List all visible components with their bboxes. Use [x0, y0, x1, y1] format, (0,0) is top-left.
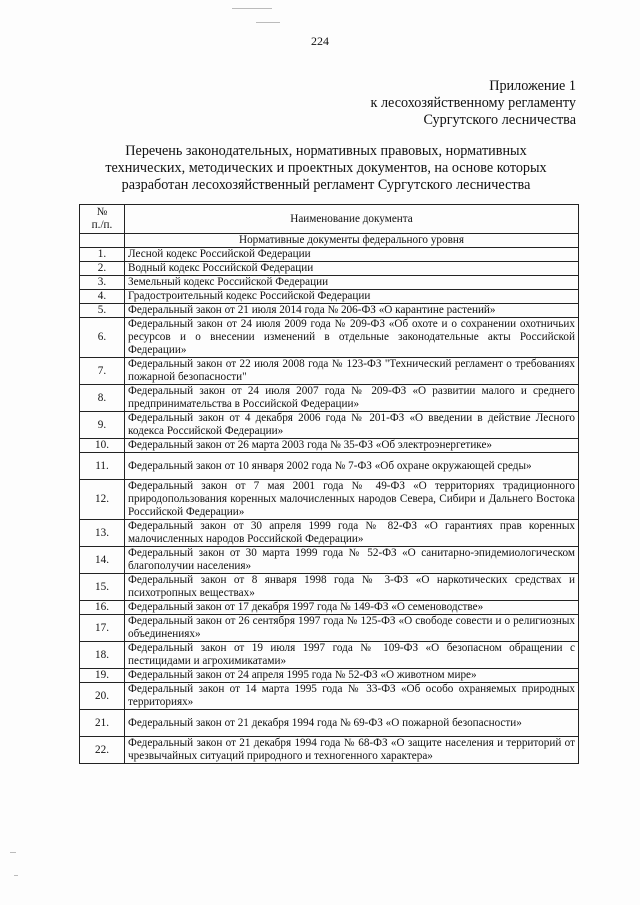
- appendix-line: к лесохозяйственному регламенту: [370, 95, 576, 111]
- title-line: технических, методических и проектных документов, на основе которых: [105, 160, 547, 176]
- scan-artifact: [10, 852, 16, 853]
- section-number-cell: [80, 234, 125, 248]
- table-row: [80, 262, 579, 276]
- table-row: [80, 248, 579, 262]
- row-number: 2.: [80, 262, 125, 276]
- row-document: Федеральный закон от 24 апреля 1995 года № 52-ФЗ «О животном мире»: [125, 669, 579, 683]
- row-document: Федеральный закон от 10 января 2002 года № 7-ФЗ «Об охране окружающей среды»: [125, 453, 579, 480]
- row-number: 6.: [80, 318, 125, 358]
- table-row: [80, 642, 579, 669]
- row-number: 14.: [80, 547, 125, 574]
- row-document: Федеральный закон от 30 апреля 1999 года № 82-ФЗ «О гарантиях прав коренных малочисленных народов Российской Федерации»: [125, 520, 579, 547]
- row-number: 19.: [80, 669, 125, 683]
- table-row: [80, 615, 579, 642]
- table-row: [80, 737, 579, 764]
- row-document: Федеральный закон от 21 декабря 1994 года № 68-ФЗ «О защите населения и территорий от чрезвычайных ситуаций природного и техногенного характера»: [125, 737, 579, 764]
- row-number: 4.: [80, 290, 125, 304]
- table-row: [80, 683, 579, 710]
- table-header-row: [80, 205, 579, 234]
- table-row: [80, 318, 579, 358]
- row-number: 5.: [80, 304, 125, 318]
- table-row: [80, 547, 579, 574]
- row-number: 16.: [80, 601, 125, 615]
- row-number: 20.: [80, 683, 125, 710]
- row-number: 18.: [80, 642, 125, 669]
- scan-artifact: [14, 875, 18, 876]
- row-document: Федеральный закон от 22 июля 2008 года № 123-ФЗ "Технический регламент о требованиях пожарной безопасности": [125, 358, 579, 385]
- row-document: Федеральный закон от 30 марта 1999 года № 52-ФЗ «О санитарно-эпидемиологическом благополучии населения»: [125, 547, 579, 574]
- documents-table: [79, 204, 579, 764]
- row-document: Градостроительный кодекс Российской Федерации: [125, 290, 579, 304]
- row-number: 15.: [80, 574, 125, 601]
- section-row: [80, 234, 579, 248]
- row-document: Федеральный закон от 4 декабря 2006 года № 201-ФЗ «О введении в действие Лесного кодекса Российской Федерации»: [125, 412, 579, 439]
- table-row: [80, 480, 579, 520]
- row-number: 3.: [80, 276, 125, 290]
- row-document: Водный кодекс Российской Федерации: [125, 262, 579, 276]
- row-number: 12.: [80, 480, 125, 520]
- row-number: 21.: [80, 710, 125, 737]
- row-document: Федеральный закон от 17 декабря 1997 года № 149-ФЗ «О семеноводстве»: [125, 601, 579, 615]
- table-row: [80, 412, 579, 439]
- row-document: Федеральный закон от 24 июля 2009 года № 209-ФЗ «Об охоте и о сохранении охотничьих ресурсов и о внесении изменений в отдельные законодательные акты Российской Федерации»: [125, 318, 579, 358]
- header-number-abbr: п./п.: [91, 219, 113, 231]
- table-row: [80, 385, 579, 412]
- appendix-line: Приложение 1: [489, 78, 576, 94]
- row-number: 1.: [80, 248, 125, 262]
- row-number: 11.: [80, 453, 125, 480]
- table-row: [80, 601, 579, 615]
- row-document: Федеральный закон от 24 июля 2007 года № 209-ФЗ «О развитии малого и среднего предпринимательства в Российской Федерации»: [125, 385, 579, 412]
- appendix-line: Сургутского лесничества: [423, 112, 576, 128]
- row-number: 17.: [80, 615, 125, 642]
- row-number: 22.: [80, 737, 125, 764]
- table-row: [80, 304, 579, 318]
- row-document: Федеральный закон от 26 марта 2003 года № 35-ФЗ «Об электроэнергетике»: [125, 439, 579, 453]
- table-row: [80, 358, 579, 385]
- title-line: Перечень законодательных, нормативных правовых, нормативных: [125, 143, 527, 159]
- row-number: 7.: [80, 358, 125, 385]
- row-number: 8.: [80, 385, 125, 412]
- table-row: [80, 574, 579, 601]
- table-row: [80, 290, 579, 304]
- page-number: 224: [311, 34, 329, 48]
- header-number-symbol: №: [96, 206, 108, 218]
- row-document: Федеральный закон от 26 сентября 1997 года № 125-ФЗ «О свободе совести и о религиозных объединениях»: [125, 615, 579, 642]
- row-number: 10.: [80, 439, 125, 453]
- scan-artifact: [232, 8, 272, 9]
- table-row: [80, 439, 579, 453]
- header-document-name: Наименование документа: [125, 205, 579, 234]
- row-number: 9.: [80, 412, 125, 439]
- table-row: [80, 453, 579, 480]
- table-row: [80, 276, 579, 290]
- table-row: [80, 669, 579, 683]
- row-document: Федеральный закон от 21 декабря 1994 года № 69-ФЗ «О пожарной безопасности»: [125, 710, 579, 737]
- appendix-caption: [371, 78, 576, 129]
- document-title: [80, 143, 572, 194]
- scan-artifact: [256, 22, 280, 23]
- row-document: Земельный кодекс Российской Федерации: [125, 276, 579, 290]
- table-row: [80, 710, 579, 737]
- row-document: Федеральный закон от 19 июля 1997 года № 109-ФЗ «О безопасном обращении с пестицидами и агрохимикатами»: [125, 642, 579, 669]
- table-row: [80, 520, 579, 547]
- header-number: [80, 205, 125, 234]
- section-title: Нормативные документы федерального уровня: [125, 234, 579, 248]
- row-document: Федеральный закон от 8 января 1998 года № 3-ФЗ «О наркотических средствах и психотропных веществах»: [125, 574, 579, 601]
- row-document: Федеральный закон от 21 июля 2014 года № 206-ФЗ «О карантине растений»: [125, 304, 579, 318]
- row-document: Лесной кодекс Российской Федерации: [125, 248, 579, 262]
- row-document: Федеральный закон от 14 марта 1995 года № 33-ФЗ «Об особо охраняемых природных территориях»: [125, 683, 579, 710]
- row-document: Федеральный закон от 7 мая 2001 года № 49-ФЗ «О территориях традиционного природопользования коренных малочисленных народов Севера, Сибири и Дальнего Востока Российской Федерации»: [125, 480, 579, 520]
- title-line: разработан лесохозяйственный регламент Сургутского лесничества: [121, 177, 531, 193]
- row-number: 13.: [80, 520, 125, 547]
